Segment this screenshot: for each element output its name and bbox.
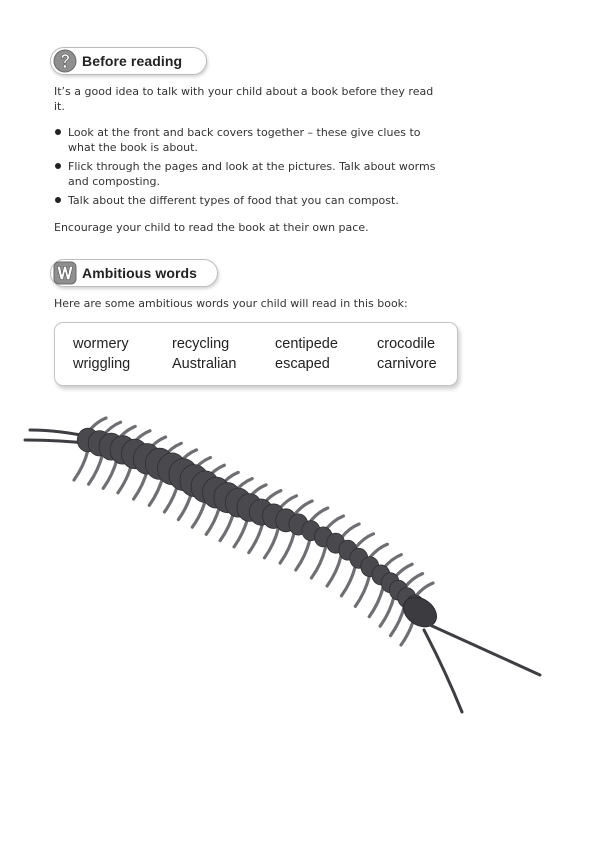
centipede-leg	[280, 533, 294, 563]
centipede-head	[398, 591, 540, 712]
centipede-leg	[355, 576, 369, 606]
ambitious-word: carnivore	[377, 356, 437, 372]
question-mark-badge-icon	[53, 49, 77, 73]
word-column	[172, 334, 236, 374]
centipede-leg	[380, 596, 394, 626]
ambitious-word: recycling	[172, 336, 230, 352]
centipede-illustration	[0, 400, 595, 740]
centipede-leg	[74, 450, 88, 480]
ambitious-word: escaped	[275, 356, 330, 372]
ambitious-word: wormery	[73, 336, 129, 352]
centipede-leg	[415, 583, 433, 597]
centipede-leg	[103, 458, 117, 488]
before-reading-title: Before reading	[82, 53, 183, 69]
encourage-text: Encourage your child to read the book at their own pace.	[54, 221, 369, 234]
before-reading-header	[50, 47, 207, 75]
centipede-leg	[294, 501, 312, 515]
letter-w-badge-icon	[53, 261, 77, 285]
centipede-leg	[355, 534, 373, 548]
centipede-leg	[405, 574, 423, 588]
antenna	[424, 630, 462, 712]
ambitious-word: centipede	[275, 336, 338, 352]
centipede-leg	[325, 516, 343, 530]
before-reading-list	[54, 125, 444, 212]
centipede-leg	[327, 556, 341, 586]
centipede-leg	[310, 508, 328, 522]
list-item-text: Talk about the different types of food that you can compost.	[68, 194, 399, 207]
ambitious-word: crocodile	[377, 336, 436, 352]
ambitious-words-intro: Here are some ambitious words your child will read in this book:	[54, 297, 408, 310]
centipede-leg	[369, 587, 383, 617]
list-item	[54, 193, 444, 208]
centipede-leg	[296, 540, 310, 570]
centipede-leg	[311, 548, 325, 578]
list-item-text: Look at the front and back covers together – these give clues to what the book is about.	[68, 126, 421, 154]
list-item	[54, 159, 444, 189]
word-column	[73, 334, 130, 374]
centipede-leg	[369, 544, 387, 558]
centipede-leg	[234, 517, 248, 547]
bullet-dot	[55, 129, 61, 135]
centipede-leg	[341, 566, 355, 596]
ambitious-words-title: Ambitious words	[82, 265, 198, 281]
ambitious-word: wriggling	[73, 356, 131, 372]
ambitious-words-box	[54, 322, 458, 386]
ambitious-word: Australian	[172, 356, 237, 372]
before-reading-intro: It’s a good idea to talk with your child about a book before they read it.	[54, 85, 434, 113]
bullet-dot	[55, 197, 61, 203]
list-item	[54, 125, 444, 155]
centipede-leg	[341, 524, 359, 538]
bullet-dot	[55, 163, 61, 169]
word-column	[377, 334, 437, 374]
centipede-leg	[249, 523, 263, 553]
antenna	[430, 625, 540, 675]
centipede-leg	[89, 454, 103, 484]
list-item-text: Flick through the pages and look at the pictures. Talk about worms and composting.	[68, 160, 436, 188]
centipede-leg	[391, 606, 405, 636]
ambitious-words-header	[50, 259, 218, 287]
centipede-leg	[264, 528, 278, 558]
word-column	[275, 334, 338, 374]
